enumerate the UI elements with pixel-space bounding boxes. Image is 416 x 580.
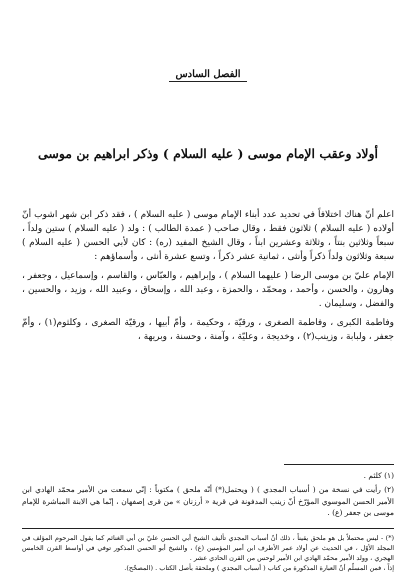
editor-note-line: إذاً ، فمن المسلّم أنّ العبارة المذكورة من كتاب ( أسباب المجدي ) وملحقة بأصل الكتاب . (المصحّح).	[124, 564, 394, 572]
footnote-divider	[284, 464, 394, 465]
editor-note-line: (*) - ليس محتملاً بل هو ملحق يقيناً ، ذلك أنّ أسباب المجدي تأليف الشيخ أبي الحسن عليّ بن أبي الغنائم كما يقول المرحوم المؤلف في المجلد الأوّل ، في الحديث عن أولاد عمر الأطرف ابن أمير المؤمنين (ع) ، والشيخ أبو الحسن المذكور توفي في أواسط القرن الخامس الهجري ، وولد الأمير محمّد الهادي ابن الأمير لوحس من القرن الحادي عشر .	[22, 534, 394, 562]
paragraph: وفاطمة الكبرى ، وفاطمة الصغرى ، ورقيّة ، وحكيمة ، وأمّ أبيها ، ورقيّة الصغرى ، وكلثوم(١) ، وأمّ جعفر ، ولبابة ، وزينب(٢) ، وخديجة ، وعليّة ، وآمنة ، وحسنة ، وبريهة ،	[22, 318, 395, 342]
paragraph: اعلم أنّ هناك اختلافاً في تحديد عدد أبناء الإمام موسى ( عليه السلام ) ، فقد ذكر ابن شهر اشوب أنّ أولاده ( عليه السلام ) ثلاثون فقط ، وقال صاحب ( عمدة الطالب ) : ولد ( عليه السلام ) ستين ولداً ، سبعاً وثلاثين بنتاً ، وثلاثة وعشرين ابناً ، وقال الشيخ المفيد (ره) : كان لأبي الحسن ( عليه السلام ) سبعة وثلاثون ولداً ذكراً وأنثى ، ثمانية عشر ذكراً ، وتسع عشرة أنثى ، وأسماؤهم :	[22, 210, 394, 262]
editor-note-divider	[22, 528, 394, 529]
chapter-heading	[0, 69, 416, 82]
footnote: (٢) رأيت في نسخة من ( أسباب المجدي ) ( ويحتمل(*) أنّه ملحق ) مكتوباً : إنّي سمعت من الأمير محمّد الهادي ابن الأمير الحسن الموسوي المؤرّخ أنّ زينب المدفونة في قرية « أرزنان » من قرى إصفهان ، إنّما هي الابنة المباشرة للإمام موسى بن جعفر (ع) .	[22, 485, 394, 517]
chapter-heading-text: الفصل السادس	[169, 69, 246, 82]
footnote: (١) كلثم .	[363, 471, 394, 480]
paragraph: الإمام عليّ بن موسى الرضا ( عليهما السلام ) ، وإبراهيم ، والعبّاس ، والقاسم ، وإسماعيل ، وجعفر ، وهارون ، والحسن ، وأحمد ، ومحمّد ، والحمزة ، وعبد الله ، وإسحاق ، وعبيد الله ، وزيد ، والحسين ، والفضل ، وسليمان .	[22, 271, 394, 309]
body-text	[22, 208, 394, 344]
editor-note	[22, 533, 394, 573]
section-title: أولاد وعقب الإمام موسى ( عليه السلام ) وذكر ابراهيم بن موسى	[37, 146, 379, 161]
